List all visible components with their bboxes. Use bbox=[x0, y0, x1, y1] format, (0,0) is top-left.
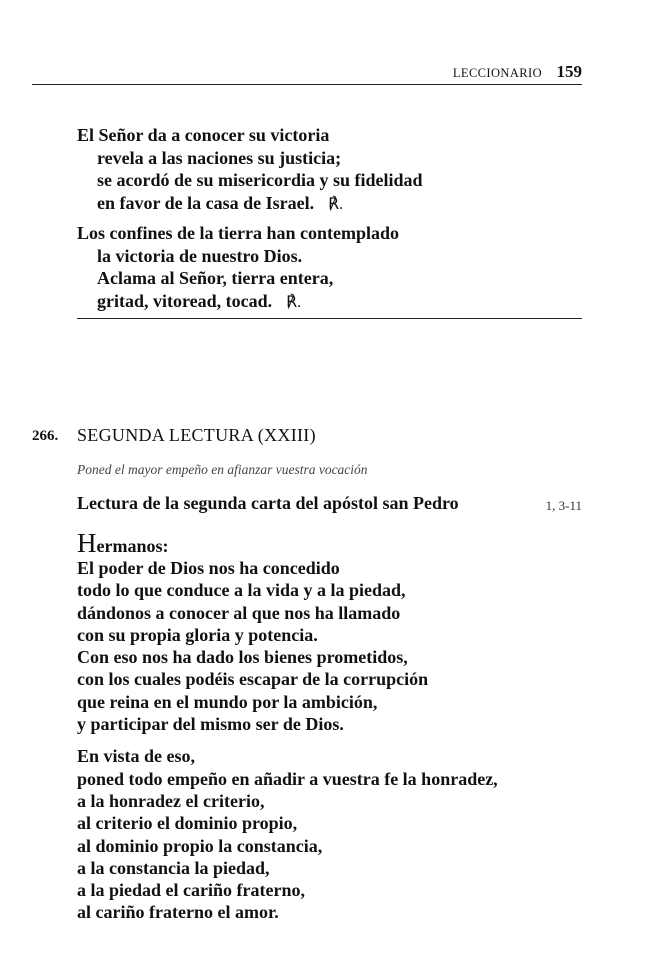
psalm-line: se acordó de su misericordia y su fidelidad bbox=[97, 170, 423, 190]
body-line: al dominio propio la constancia, bbox=[77, 835, 323, 856]
body-line: Con eso nos ha dado los bienes prometidos, bbox=[77, 647, 408, 668]
reading-title-row bbox=[32, 424, 582, 448]
psalm-stanza-2 bbox=[77, 222, 582, 314]
psalm-line: Los confines de la tierra han contemplado bbox=[77, 223, 399, 243]
psalm-line: gritad, vitoread, tocad. bbox=[97, 290, 273, 311]
paragraph-1 bbox=[77, 557, 582, 735]
page-number: 159 bbox=[556, 62, 582, 81]
reading-body bbox=[77, 528, 582, 924]
section-divider bbox=[77, 318, 582, 319]
reading-heading bbox=[32, 424, 582, 513]
body-line: que reina en el mundo por la ambición, bbox=[77, 691, 378, 712]
body-line: y participar del mismo ser de Dios. bbox=[77, 714, 344, 735]
psalm-line-with-response bbox=[77, 290, 582, 315]
body-line: todo lo que conduce a la vida y a la piedad, bbox=[77, 580, 406, 601]
greeting bbox=[77, 528, 582, 558]
scripture-reference: 1, 3-11 bbox=[545, 498, 582, 513]
running-header bbox=[32, 60, 582, 86]
body-line: poned todo empeño en añadir a vuestra fe la honradez, bbox=[77, 768, 498, 789]
body-line: En vista de eso, bbox=[77, 746, 196, 767]
body-line: al criterio el dominio propio, bbox=[77, 813, 298, 834]
psalm-line: la victoria de nuestro Dios. bbox=[97, 245, 303, 266]
psalm-stanza-1 bbox=[77, 124, 582, 216]
body-line: a la constancia la piedad, bbox=[77, 857, 270, 878]
body-line: El poder de Dios nos ha concedido bbox=[77, 558, 340, 578]
psalm-block bbox=[77, 124, 582, 320]
body-line: a la piedad el cariño fraterno, bbox=[77, 880, 305, 901]
psalm-line: en favor de la casa de Israel. bbox=[97, 192, 315, 213]
reading-number: 266. bbox=[32, 428, 59, 444]
psalm-line-with-response bbox=[77, 192, 582, 217]
reading-intro: Lectura de la segunda carta del apóstol san Pedro bbox=[77, 493, 459, 513]
response-mark: ℟. bbox=[286, 293, 302, 311]
psalm-line: Aclama al Señor, tierra entera, bbox=[97, 268, 334, 288]
psalm-line: El Señor da a conocer su victoria bbox=[77, 125, 330, 145]
body-line: a la honradez el criterio, bbox=[77, 790, 265, 811]
reading-title: SEGUNDA LECTURA (XXIII) bbox=[77, 425, 316, 445]
drop-cap: H bbox=[77, 528, 97, 558]
greeting-rest: ermanos: bbox=[96, 536, 169, 556]
header-rule bbox=[32, 84, 582, 85]
section-title: LECCIONARIO bbox=[452, 66, 542, 80]
body-line: con su propia gloria y potencia. bbox=[77, 624, 318, 645]
body-line: con los cuales podéis escapar de la corrupción bbox=[77, 669, 429, 690]
response-mark: ℟. bbox=[328, 195, 344, 213]
psalm-line: revela a las naciones su justicia; bbox=[97, 147, 342, 168]
body-line: dándonos a conocer al que nos ha llamado bbox=[77, 602, 401, 623]
reading-subtitle: Poned el mayor empeño en afianzar vuestra vocación bbox=[77, 462, 368, 477]
body-line: al cariño fraterno el amor. bbox=[77, 902, 279, 923]
paragraph-2 bbox=[77, 745, 582, 923]
